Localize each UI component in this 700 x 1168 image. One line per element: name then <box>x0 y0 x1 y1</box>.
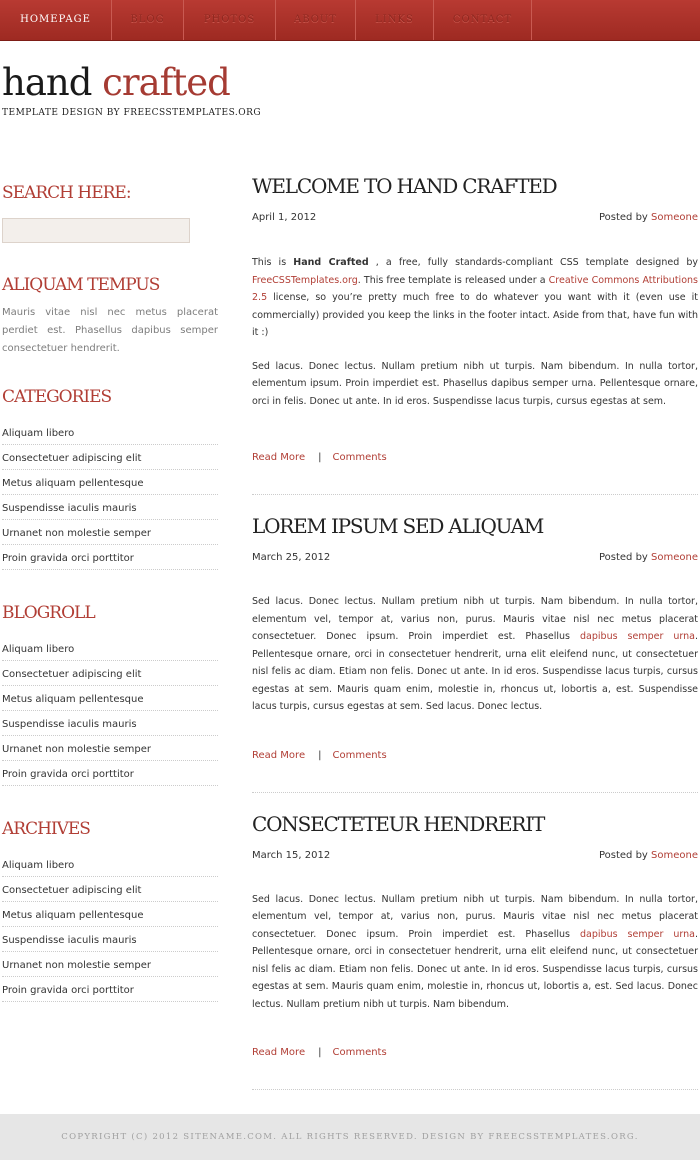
comments-link[interactable]: Comments <box>332 749 387 761</box>
posted-by-label: Posted by <box>598 212 648 223</box>
site-title-accent: crafted <box>102 61 230 104</box>
links-separator: | <box>318 452 322 463</box>
archive-link[interactable]: Consectetuer adipiscing elit <box>2 885 142 896</box>
archives-title: ARCHIVES <box>2 819 90 839</box>
post-bold-text: Hand Crafted <box>293 257 369 268</box>
read-more-link[interactable]: Read More <box>252 452 306 463</box>
page-footer <box>0 1114 700 1160</box>
nav-link-contact[interactable]: CONTACT <box>452 14 513 25</box>
archives-list <box>2 852 218 1002</box>
blog-post <box>252 808 698 1091</box>
list-item <box>2 445 218 470</box>
blog-post <box>252 170 698 495</box>
dapibus-link[interactable]: dapibus semper urna <box>580 631 695 642</box>
post-author-link[interactable]: Someone <box>651 849 698 861</box>
post-entry <box>252 593 698 716</box>
post-text: . Pellentesque ornare, orci in consectetuer hendrerit, urna elit eleifend nunc, ut consectetuer nisl felis ac diam. Etiam non felis. Donec ut ante. In id eros. Suspendisse lacus turpis, cursus egestas at sem. Mauris quam enim, molestie in, rhoncus ut, lobortis a, est. Suspendisse lacus turpis, cursus egestas at sem. Sed lacus. Donec lectus. <box>252 631 698 712</box>
post-title[interactable]: WELCOME TO HAND CRAFTED <box>252 174 557 198</box>
post-paragraph <box>252 254 698 342</box>
list-item <box>2 927 218 952</box>
list-item <box>2 686 218 711</box>
post-author-line <box>599 850 698 861</box>
list-item <box>2 877 218 902</box>
post-meta <box>252 212 698 228</box>
nav-item-links <box>356 0 434 40</box>
post-text: license, so you’re pretty much free to do whatever you want with it (even use it commercially) provided you keep the links in the footer intact. Aside from that, have fun with it :) <box>252 292 698 338</box>
categories-title: CATEGORIES <box>2 387 112 407</box>
category-link[interactable]: Suspendisse iaculis mauris <box>2 503 137 514</box>
list-item <box>2 495 218 520</box>
post-text: Sed lacus. Donec lectus. Nullam pretium nibh ut turpis. Nam bibendum. In nulla tortor, elementum vel, tempor at, varius non, purus. Mauris vitae nisl nec metus placerat consectetuer. Donec ipsum. Proin imperdiet est. Phasellus <box>252 893 698 940</box>
post-date: March 15, 2012 <box>252 849 331 861</box>
blogroll-title: BLOGROLL <box>2 603 95 623</box>
archive-link[interactable]: Aliquam libero <box>2 860 75 871</box>
post-author-link[interactable]: Someone <box>651 212 698 223</box>
posted-by-label: Posted by <box>598 552 648 563</box>
read-more-link[interactable]: Read More <box>252 749 306 761</box>
site-title-dark: hand <box>2 61 92 104</box>
category-link[interactable]: Urnanet non molestie semper <box>2 528 152 539</box>
blog-post <box>252 510 698 793</box>
freecsstemplates-link[interactable]: FreeCSSTemplates.org <box>252 274 358 286</box>
category-link[interactable]: Consectetuer adipiscing elit <box>2 453 142 464</box>
comments-link[interactable]: Comments <box>332 452 387 463</box>
list-item <box>2 636 218 661</box>
posted-by-label: Posted by <box>598 849 648 861</box>
post-text: . Pellentesque ornare, orci in consectetuer hendrerit, urna elit eleifend nunc, ut consectetuer nisl felis ac diam. Etiam non felis. Donec ut ante. In id eros. Suspendisse lacus turpis, cursus egestas at sem. Mauris quam enim, molestie in, rhoncus ut, lobortis a, est. Sed lacus. Donec lectus. Nullam pretium nibh ut turpis. Nam bibendum. <box>252 928 698 1010</box>
list-item <box>2 545 218 570</box>
blogroll-link[interactable]: Proin gravida orci porttitor <box>2 769 134 780</box>
blogroll-link[interactable]: Consectetuer adipiscing elit <box>2 669 142 680</box>
nav-item-about <box>276 0 356 40</box>
links-separator: | <box>318 1047 322 1058</box>
post-divider <box>252 494 698 495</box>
category-link[interactable]: Proin gravida orci porttitor <box>2 553 134 564</box>
site-tagline: TEMPLATE DESIGN BY FREECSSTEMPLATES.ORG <box>2 108 262 118</box>
post-paragraph <box>252 593 698 716</box>
search-input[interactable] <box>2 218 190 243</box>
list-item <box>2 661 218 686</box>
post-author-line <box>599 212 698 223</box>
footer-copyright: COPYRIGHT (C) 2012 SITENAME.COM. ALL RIGHTS RESERVED. DESIGN BY FREECSSTEMPLATES.ORG. <box>61 1132 639 1142</box>
nav-item-blog <box>112 0 184 40</box>
post-title[interactable]: CONSECTETEUR HENDRERIT <box>252 811 545 836</box>
list-item <box>2 711 218 736</box>
blogroll-link[interactable]: Suspendisse iaculis mauris <box>2 719 137 730</box>
nav-link-about[interactable]: ABOUT <box>293 14 338 25</box>
nav-item-photos <box>184 0 276 40</box>
list-item <box>2 520 218 545</box>
post-title[interactable]: LOREM IPSUM SED ALIQUAM <box>252 514 544 538</box>
categories-list <box>2 420 218 570</box>
post-links <box>252 452 698 463</box>
blogroll-link[interactable]: Metus aliquam pellentesque <box>2 694 144 705</box>
list-item <box>2 736 218 761</box>
post-date: March 25, 2012 <box>252 552 331 563</box>
sidebar <box>2 180 218 1002</box>
dapibus-link[interactable]: dapibus semper urna <box>580 928 695 940</box>
list-item <box>2 420 218 445</box>
blogroll-link[interactable]: Urnanet non molestie semper <box>2 744 152 755</box>
post-author-link[interactable]: Someone <box>651 552 698 563</box>
list-item <box>2 952 218 977</box>
category-link[interactable]: Metus aliquam pellentesque <box>2 478 144 489</box>
post-text: Sed lacus. Donec lectus. Nullam pretium nibh ut turpis. Nam bibendum. In nulla tortor, elementum vel, tempor at, varius non, purus. Mauris vitae nisl nec metus placerat consectetuer. Donec ipsum. Proin imperdiet est. Phasellus <box>252 596 698 642</box>
about-text: Mauris vitae nisl nec metus placerat perdiet est. Phasellus dapibus semper consectetuer hendrerit. <box>2 307 218 354</box>
nav-link-blog[interactable]: BLOG <box>130 14 165 25</box>
archive-link[interactable]: Metus aliquam pellentesque <box>2 910 144 921</box>
blogroll-link[interactable]: Aliquam libero <box>2 644 75 655</box>
post-text: . This free template is released under a <box>357 274 549 286</box>
links-separator: | <box>318 749 322 761</box>
post-links <box>252 750 698 761</box>
top-navigation <box>0 0 700 41</box>
nav-item-contact <box>434 0 532 40</box>
archive-link[interactable]: Proin gravida orci porttitor <box>2 985 134 996</box>
post-text: This is <box>252 257 294 268</box>
post-divider <box>252 792 698 793</box>
site-title[interactable] <box>2 60 261 106</box>
post-author-line <box>599 552 698 563</box>
nav-link-photos[interactable]: PHOTOS <box>203 14 256 25</box>
post-entry <box>252 254 698 410</box>
post-meta <box>252 850 698 866</box>
category-link[interactable]: Aliquam libero <box>2 428 75 439</box>
main-content <box>252 170 698 1090</box>
site-logo <box>2 60 261 118</box>
post-links <box>252 1047 698 1058</box>
post-text: , a free, fully standards-compliant CSS template designed by <box>368 257 699 268</box>
archive-link[interactable]: Urnanet non molestie semper <box>2 960 152 971</box>
list-item <box>2 977 218 1002</box>
post-divider <box>252 1089 698 1090</box>
nav-link-homepage[interactable]: HOMEPAGE <box>20 14 91 25</box>
post-paragraph <box>252 891 698 1014</box>
creative-commons-link[interactable]: Creative Commons Attributions 2.5 <box>252 274 698 303</box>
list-item <box>2 902 218 927</box>
post-entry <box>252 891 698 1014</box>
list-item <box>2 852 218 877</box>
archive-link[interactable]: Suspendisse iaculis mauris <box>2 935 137 946</box>
post-meta <box>252 552 698 568</box>
about-title: ALIQUAM TEMPUS <box>2 275 160 295</box>
list-item <box>2 470 218 495</box>
nav-link-links[interactable]: LINKS <box>375 14 414 25</box>
blogroll-list <box>2 636 218 786</box>
nav-menu <box>0 0 700 40</box>
list-item <box>2 761 218 786</box>
post-paragraph: Sed lacus. Donec lectus. Nullam pretium nibh ut turpis. Nam bibendum. In nulla tortor, elementum ipsum. Proin imperdiet est. Phasellus dapibus semper urna. Pellentesque ornare, orci in felis. Donec ut ante. In id eros. Suspendisse lacus turpis, cursus egestas at sem. <box>252 360 698 407</box>
read-more-link[interactable]: Read More <box>252 1047 306 1058</box>
comments-link[interactable]: Comments <box>332 1047 387 1058</box>
nav-item-homepage <box>0 0 112 40</box>
search-title: SEARCH HERE: <box>2 183 131 203</box>
post-date: April 1, 2012 <box>252 212 317 223</box>
